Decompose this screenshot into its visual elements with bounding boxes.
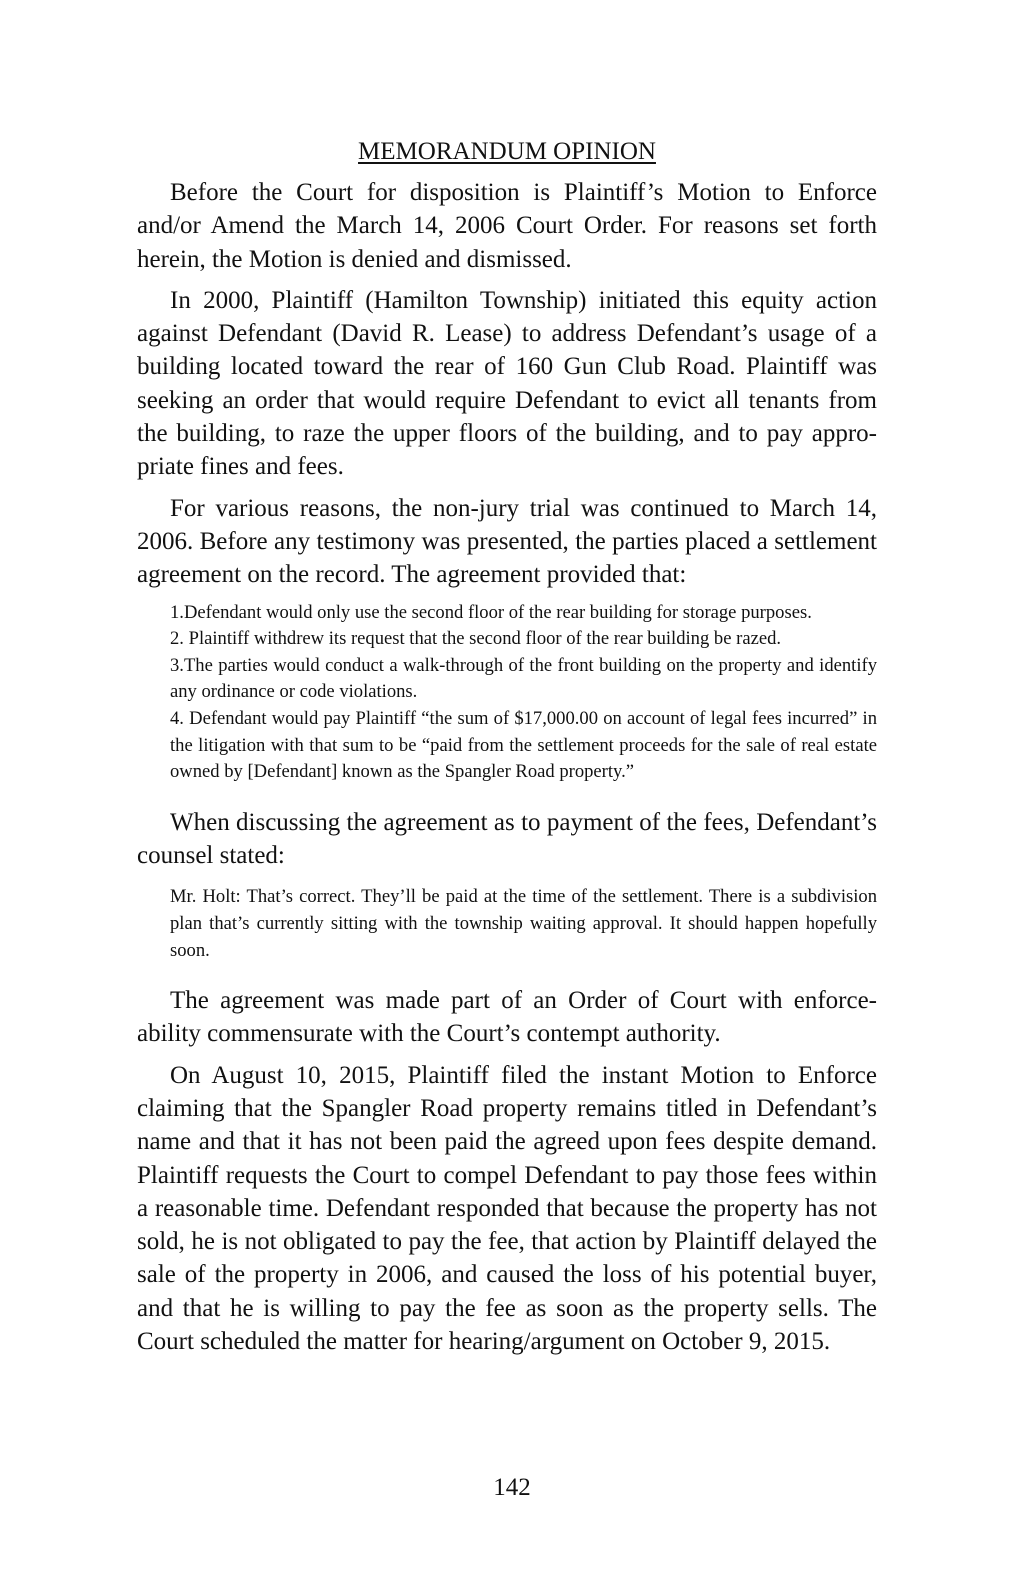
list-item-text: The parties would conduct a walk-through of the front building on the property and identify any ordinance or code violations. [170, 654, 877, 703]
paragraph-counsel-statement: When discussing the agreement as to payment of the fees, Defendant’s counsel stated: [137, 808, 877, 870]
paragraph-disposition: Before the Court for disposition is Plaintiff’s Motion to Enforce and/or Amend the March 14, 2006 Court Order. For reasons set forth herein, the Motion is denied and dismissed. [137, 179, 877, 273]
list-item-text: Plaintiff withdrew its request that the second floor of the rear building be razed. [188, 628, 782, 650]
paragraph-settlement: For various reasons, the non-jury trial was continued to March 14, 2006. Before any testimony was presented, the parties placed a settlement agreement on the record. The agreement provided that: [137, 494, 877, 589]
paragraph-motion: On August 10, 2015, Plaintiff filed the instant Motion to Enforce claiming that the Spangler Road property remains titled in Defendant’s name and that it has not been paid the agreed upon fees despite demand. Plaintiff requests the Court to compel Defendant to pay those fees within a reasonable time. Defendant responded that because the property has not sold, he is not obligated to pay the fee, that action by Plaintiff delayed the sale of the property in 2006, and caused the loss of his potential buyer, and that he is willing to pay the fee as soon as the property sells. The Court scheduled the matter for hearing/argument on October 9, 2015. [137, 1061, 877, 1356]
agreement-list [137, 600, 877, 786]
list-item [170, 706, 877, 786]
page-number: 142 [493, 1474, 531, 1501]
list-item-number: 4. [170, 707, 184, 729]
list-item-text: Defendant would only use the second floor of the rear building for storage purposes. [183, 601, 812, 623]
block-quote: Mr. Holt: That’s correct. They’ll be paid at the time of the settlement. There is a subdivision plan that’s currently sitting with the township waiting approval. It should happen hopefully soon. [170, 886, 877, 961]
list-item [170, 600, 877, 627]
document-page [137, 132, 877, 1366]
list-item-number: 3. [170, 654, 184, 676]
list-item [170, 653, 877, 706]
list-item-number: 1. [170, 601, 184, 623]
document-title: MEMORANDUM OPINION [358, 138, 656, 165]
list-item [170, 626, 877, 653]
paragraph-background: In 2000, Plaintiff (Hamilton Township) initiated this equity action against Defendant (David R. Lease) to address Defendant’s usage of a building located toward the rear of 160 Gun Club Road. Plaintiff was seeking an order that would require Defendant to evict all tenants from the building, to raze the upper floors of the building, and to pay appropriate fines and fees. [137, 286, 877, 481]
list-item-number: 2. [170, 628, 184, 650]
list-item-text: Defendant would pay Plaintiff “the sum of $17,000.00 on account of legal fees incurred” in the litigation with that sum to be “paid from the settlement proceeds for the sale of real estate owned by [Defendant] known as the Spangler Road property.” [170, 707, 877, 783]
paragraph-order: The agreement was made part of an Order of Court with enforceability commensurate with the Court’s contempt authority. [137, 987, 877, 1048]
